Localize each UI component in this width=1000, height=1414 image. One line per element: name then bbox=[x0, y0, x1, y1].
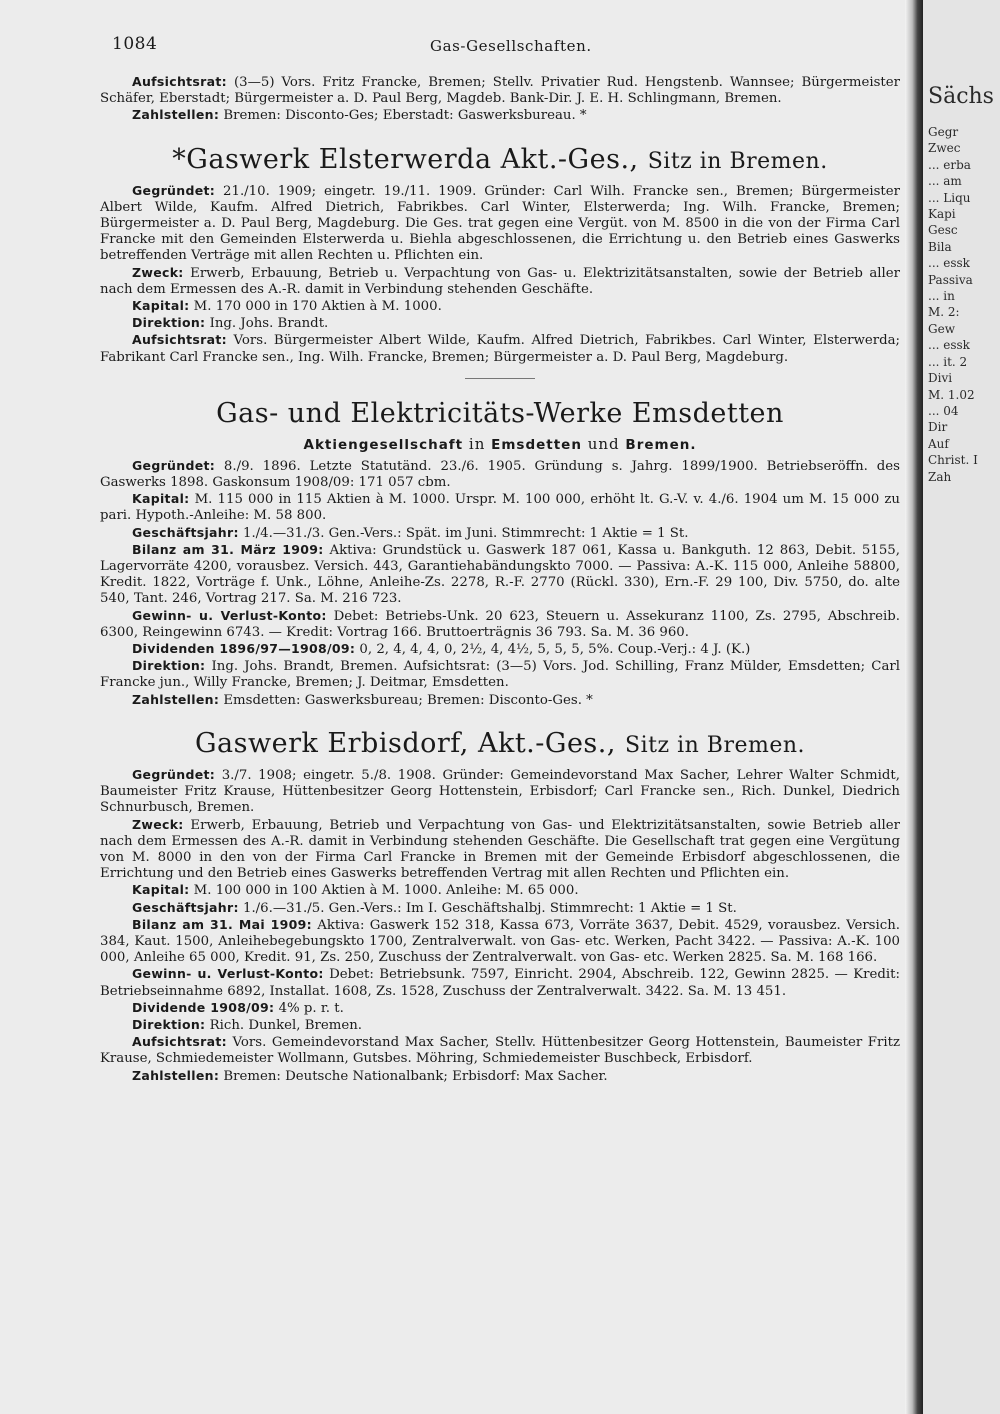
entry-title-main: Gaswerk Erbisdorf, Akt.-Ges., bbox=[194, 727, 616, 759]
entry-title bbox=[100, 397, 900, 431]
adjacent-line: ... essk bbox=[928, 338, 970, 353]
adjacent-line: M. 1.02 bbox=[928, 387, 975, 402]
subtitle-part: Emsdetten bbox=[491, 436, 582, 453]
main-column bbox=[100, 36, 900, 1099]
entry-paragraph bbox=[100, 1068, 900, 1085]
paragraph-label: Dividende 1908/09: bbox=[132, 999, 275, 1015]
adjacent-line: Dir bbox=[928, 420, 948, 435]
entry-paragraph bbox=[100, 315, 900, 332]
entry-paragraph bbox=[100, 641, 900, 658]
paragraph-label: Zweck: bbox=[132, 816, 184, 832]
adjacent-line: ... essk bbox=[928, 256, 970, 271]
paragraph-text: Ing. Johs. Brandt, Bremen. Aufsichtsrat: (3—5) Vors. Jod. Schilling, Franz Mülder, Emsdetten; Carl Francke jun., Willy Francke, Bremen; J. Deitmar, Emsdetten. bbox=[100, 659, 900, 691]
paragraph-label: Gewinn- u. Verlust-Konto: bbox=[132, 966, 324, 982]
adjacent-line: Gew bbox=[928, 321, 955, 336]
adjacent-page-fragment bbox=[928, 80, 1000, 485]
adjacent-line: Bila bbox=[928, 239, 952, 254]
adjacent-page-heading: Sächs bbox=[928, 84, 994, 109]
paragraph-text: Debet: Betriebs-Unk. 20 623, Steuern u. Assekuranz 1100, Zs. 2795, Abschreib. 6300, Reingewinn 6743. — Kredit: Vortrag 166. Bruttoerträgnis 36 793. Sa. M. 36 960. bbox=[100, 608, 900, 640]
paragraph-text: Aktiva: Gaswerk 152 318, Kassa 673, Vorräte 3637, Debit. 4529, vorausbez. Versich. 384, Kaut. 1500, Anleihebegebungskto 1700, Zentralverwalt. von Gas- etc. Werken, Pacht 3422. — Passiva: A.-K. 100 000, Anleihe 65 000, Kredit. 91, Zs. 250, Zuschuss der Zentralverwalt. von Gas- etc. Werken 2825. Sa. M. 168 166. bbox=[100, 917, 900, 966]
entry-paragraph bbox=[100, 917, 900, 967]
separator-rule bbox=[465, 378, 535, 379]
entry-paragraph bbox=[100, 658, 900, 691]
subtitle-part: und bbox=[581, 434, 626, 453]
paragraph-text: Vors. Bürgermeister Albert Wilde, Kaufm. Alfred Dietrich, Fabrikbes. Carl Winter, Elsterwerda; Fabrikant Carl Francke sen., Ing. Wilh. Francke, Bremen; Bürgermeister a. D. Paul Berg, Magdeburg. bbox=[100, 333, 900, 365]
paragraph-label: Kapital: bbox=[132, 491, 190, 507]
paragraph-label: Zweck: bbox=[132, 264, 184, 280]
entry-paragraph bbox=[100, 882, 900, 899]
entry-paragraph bbox=[100, 265, 900, 298]
paragraph-text: Bremen: Disconto-Ges; Eberstadt: Gaswerksbureau. * bbox=[219, 108, 587, 124]
paragraph-label: Gegründet: bbox=[132, 182, 216, 198]
adjacent-line: Divi bbox=[928, 371, 953, 386]
paragraph-text: 3./7. 1908; eingetr. 5./8. 1908. Gründer: Gemeindevorstand Max Sacher, Lehrer Walter Schmidt, Baumeister Fritz Krause, Hüttenbesitzer Georg Hottenstein, Erbisdorf; Carl Francke sen., Rich. Dunkel, Diedrich Schnurbusch, Bremen. bbox=[100, 767, 900, 816]
entry-paragraph bbox=[100, 525, 900, 542]
adjacent-line: Zwec bbox=[928, 141, 961, 156]
paragraph-label: Dividenden 1896/97—1908/09: bbox=[132, 641, 356, 657]
entry-paragraph bbox=[100, 183, 900, 265]
subtitle-part: in bbox=[463, 434, 492, 453]
adjacent-line: Gegr bbox=[928, 125, 959, 139]
entry-continuation bbox=[100, 74, 900, 125]
entry-paragraph bbox=[100, 542, 900, 608]
entry-paragraph bbox=[100, 1000, 900, 1017]
paragraph-text: Ing. Johs. Brandt. bbox=[205, 316, 329, 332]
subtitle-part: Aktiengesellschaft bbox=[303, 436, 464, 453]
adjacent-line: M. 2: bbox=[928, 305, 960, 320]
entry-title-main: Gas- und Elektricitäts-Werke Emsdetten bbox=[216, 397, 784, 429]
paragraph-label: Gegründet: bbox=[132, 457, 216, 473]
adjacent-line: Christ. I bbox=[928, 453, 978, 468]
paragraph-text: M. 115 000 in 115 Aktien à M. 1000. Urspr. M. 100 000, erhöht lt. G.-V. v. 4./6. 1904 um M. 15 000 zu pari. Hypoth.-Anleihe: M. 58 800. bbox=[100, 492, 900, 524]
paragraph-text: Vors. Gemeindevorstand Max Sacher, Stellv. Hüttenbesitzer Georg Hottenstein, Baumeister Fritz Krause, Schmiedemeister Wollmann, Gutsbes. Möhring, Schmiedemeister Buschbeck, Erbisdorf. bbox=[100, 1035, 900, 1067]
adjacent-line: Gesc bbox=[928, 223, 958, 238]
paragraph-label: Direktion: bbox=[132, 1016, 206, 1032]
running-title: Gas-Gesellschaften. bbox=[430, 37, 592, 55]
paragraph-text: Emsdetten: Gaswerksbureau; Bremen: Disconto-Ges. * bbox=[219, 692, 593, 708]
paragraph-label: Aufsichtsrat: bbox=[132, 1034, 227, 1050]
paragraph-label: Kapital: bbox=[132, 298, 190, 314]
paragraph-label: Zahlstellen: bbox=[132, 691, 220, 707]
entry-paragraph bbox=[100, 692, 900, 709]
entry-paragraph bbox=[100, 1034, 900, 1067]
paragraph-text: 21./10. 1909; eingetr. 19./11. 1909. Gründer: Carl Wilh. Francke sen., Bremen; Bürgermeister Albert Wilde, Kaufm. Alfred Dietrich, Fabrikbes. Carl Winter, Elsterwerda; Ing. Wilh. Francke, Bremen; Bürgermeister a. D. Paul Berg, Magdeburg. Die Ges. trat gegen eine Vergüt. von M. 8500 in die von der Firma Carl Francke mit den Gemeinden Elsterwerda u. Biehla abgeschlossenen, die Errichtung u. den Betrieb eines Gaswerks betreffenden Verträge mit allen Rechten u. Pflichten ein. bbox=[100, 183, 900, 264]
paragraph-text: Debet: Betriebsunk. 7597, Einricht. 2904, Abschreib. 122, Gewinn 2825. — Kredit: Betriebseinnahme 6892, Installat. 1608, Zs. 1528, Zuschuss der Zentralverwalt. 3422. Sa. M. 13 451. bbox=[100, 967, 900, 999]
entry-title bbox=[100, 143, 900, 179]
entry-paragraph bbox=[100, 1017, 900, 1034]
paragraph-label: Geschäftsjahr: bbox=[132, 524, 239, 540]
entry-paragraph bbox=[100, 966, 900, 999]
paragraph-label: Direktion: bbox=[132, 658, 206, 674]
paragraph-text: 0, 2, 4, 4, 4, 0, 2½, 4, 4½, 5, 5, 5, 5%. Coup.-Verj.: 4 J. (K.) bbox=[355, 642, 751, 658]
entry-paragraph bbox=[100, 332, 900, 365]
entry-title-sitz: Sitz in Bremen. bbox=[647, 148, 828, 174]
entry-elsterwerda bbox=[100, 143, 900, 379]
paragraph-label: Gewinn- u. Verlust-Konto: bbox=[132, 607, 327, 623]
entry-subtitle bbox=[100, 435, 900, 454]
paragraph-label: Geschäftsjahr: bbox=[132, 899, 239, 915]
paragraph-text: (3—5) Vors. Fritz Francke, Bremen; Stellv. Privatier Rud. Hengstenb. Wannsee; Bürgermeister Schäfer, Eberstadt; Bürgermeister a. D. Paul Berg, Magdeb. Bank-Dir. J. E. H. Schlingmann, Bremen. bbox=[100, 75, 900, 107]
paragraph-text: Erwerb, Erbauung, Betrieb u. Verpachtung von Gas- u. Elektrizitätsanstalten, sowie der Betrieb aller nach dem Ermessen des A.-R. damit in Verbindung stehenden Geschäfte. bbox=[100, 265, 900, 297]
entry-title-sitz: Sitz in Bremen. bbox=[625, 732, 806, 758]
adjacent-line: Kapi bbox=[928, 207, 956, 222]
entry-paragraph bbox=[100, 491, 900, 524]
entry-paragraph bbox=[100, 298, 900, 315]
paragraph-text: 1./6.—31./5. Gen.-Vers.: Im I. Geschäftshalbj. Stimmrecht: 1 Aktie = 1 St. bbox=[238, 900, 737, 916]
adjacent-line: ... in bbox=[928, 289, 955, 304]
page-number: 1084 bbox=[112, 34, 158, 54]
paragraph-text: Aktiva: Grundstück u. Gaswerk 187 061, Kassa u. Bankguth. 12 863, Debit. 5155, Lagervorräte 4200, vorausbez. Versich. 443, Garantiehabändungskto 7000. — Passiva: A.-K. 115 000, Anleihe 58800, Kredit. 1822, Vorträge f. Unk., Löhne, Anleihe-Zs. 2278, R.-F. 2770 (Rückl. 330), Ern.-F. 29 100, Div. 5750, do. alte 540, Tant. 246, Vortrag 217. Sa. M. 216 723. bbox=[100, 542, 900, 607]
paragraph-label: Bilanz am 31. Mai 1909: bbox=[132, 916, 312, 932]
paragraph-text: Bremen: Deutsche Nationalbank; Erbisdorf: Max Sacher. bbox=[219, 1068, 608, 1084]
entry-title-main: *Gaswerk Elsterwerda Akt.-Ges., bbox=[172, 143, 639, 175]
paragraph-label: Aufsichtsrat: bbox=[132, 74, 227, 89]
entry-paragraph bbox=[100, 458, 900, 491]
entry-paragraph bbox=[100, 107, 900, 124]
entry-erbisdorf bbox=[100, 727, 900, 1085]
adjacent-line: Auf bbox=[928, 436, 949, 451]
entry-paragraph bbox=[100, 74, 900, 107]
paragraph-text: 8./9. 1896. Letzte Statutänd. 23./6. 1905. Gründung s. Jahrg. 1899/1900. Betriebseröffn. des Gaswerks 1898. Gaskonsum 1908/09: 171 057 cbm. bbox=[100, 458, 900, 491]
adjacent-line: ... erba bbox=[928, 157, 971, 172]
paragraph-label: Gegründet: bbox=[132, 766, 216, 782]
adjacent-line: ... Liqu bbox=[928, 190, 971, 205]
paragraph-text: M. 170 000 in 170 Aktien à M. 1000. bbox=[189, 299, 442, 315]
paragraph-text: 4% p. r. t. bbox=[274, 1000, 344, 1016]
paragraph-text: 1./4.—31./3. Gen.-Vers.: Spät. im Juni. Stimmrecht: 1 Aktie = 1 St. bbox=[238, 525, 689, 541]
paragraph-label: Zahlstellen: bbox=[132, 107, 220, 123]
subtitle-part: Bremen. bbox=[625, 436, 697, 453]
page-gutter bbox=[905, 0, 923, 1414]
entry-title bbox=[100, 727, 900, 763]
running-head bbox=[100, 36, 900, 60]
entry-paragraph bbox=[100, 817, 900, 883]
paragraph-label: Kapital: bbox=[132, 882, 190, 898]
entry-paragraph bbox=[100, 900, 900, 917]
entry-paragraph bbox=[100, 767, 900, 817]
paragraph-text: M. 100 000 in 100 Aktien à M. 1000. Anleihe: M. 65 000. bbox=[189, 883, 579, 899]
paragraph-label: Direktion: bbox=[132, 315, 206, 331]
paragraph-label: Aufsichtsrat: bbox=[132, 332, 227, 348]
adjacent-line: ... 04 bbox=[928, 403, 959, 418]
adjacent-line: Passiva bbox=[928, 272, 973, 287]
paragraph-label: Zahlstellen: bbox=[132, 1067, 220, 1083]
entry-paragraph bbox=[100, 608, 900, 641]
paragraph-label: Bilanz am 31. März 1909: bbox=[132, 541, 324, 557]
paragraph-text: Erwerb, Erbauung, Betrieb und Verpachtung von Gas- und Elektrizitätsanstalten, sowie Betrieb aller nach dem Ermessen des A.-R. damit in Verbindung stehenden Geschäfte. Die Gesellschaft trat gegen eine Vergütung von M. 8000 in den von der Firma Carl Francke in Bremen mit der Gemeinde Erbisdorf abgeschlossenen, die Errichtung und den Betrieb eines Gaswerks betreffenden Vertrag mit allen Rechten und Pflichten ein. bbox=[100, 817, 900, 882]
entry-emsdetten bbox=[100, 397, 900, 709]
paragraph-text: Rich. Dunkel, Bremen. bbox=[205, 1017, 363, 1033]
adjacent-line: ... it. 2 bbox=[928, 354, 968, 369]
adjacent-line: Zah bbox=[928, 469, 952, 484]
adjacent-line: ... am bbox=[928, 174, 962, 189]
